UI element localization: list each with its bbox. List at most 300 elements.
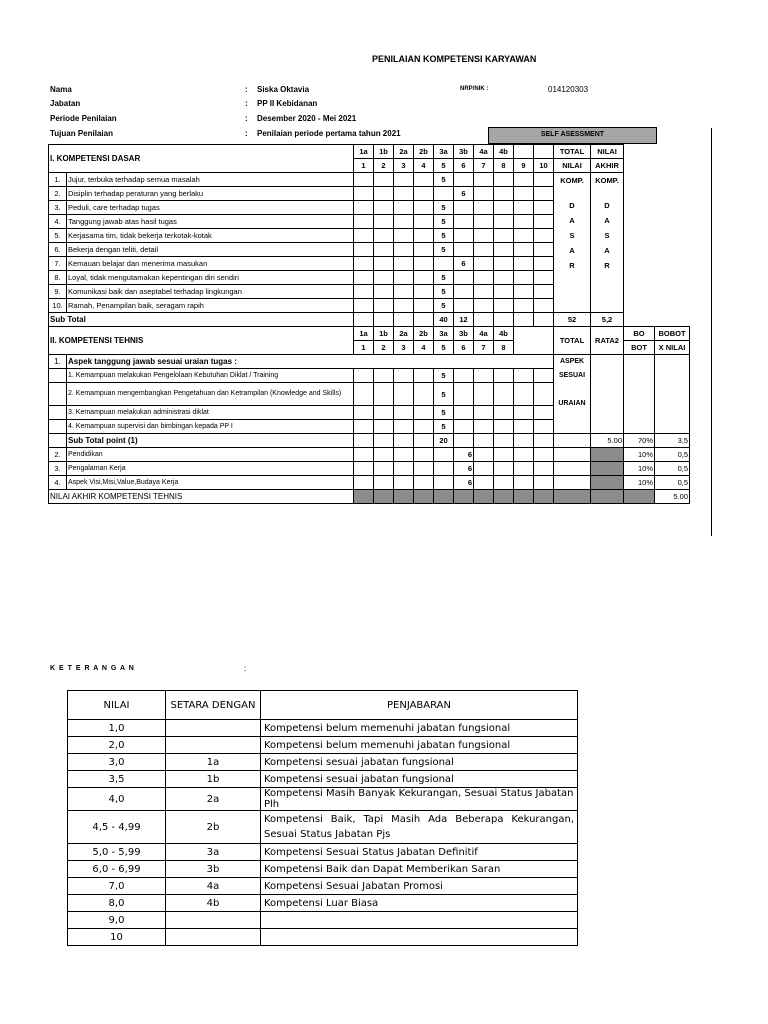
score-cell [414,229,434,243]
score-cell [394,383,414,406]
dasar-letter: D [604,201,610,210]
score-cell [514,173,534,187]
blank-cell [49,369,67,383]
score-cell [514,383,534,406]
score-cell [494,243,514,257]
tehnis-header: II. KOMPETENSI TEHNIS [49,327,354,355]
shaded-cell [394,490,414,504]
legend-nilai: 4,5 - 4,99 [68,811,166,844]
legend-nilai: 5,0 - 5,99 [68,844,166,861]
score-cell [414,448,434,462]
legend-row [68,737,578,754]
nilai-header: NILAI [554,159,591,173]
score-cell [474,448,494,462]
legend-nilai: 9,0 [68,912,166,929]
legend-setara: 3b [166,861,261,878]
legend-setara [166,737,261,754]
shaded-cell [554,490,591,504]
colon: : [245,114,248,123]
item-score: 6 [454,476,474,490]
score-cell [354,187,374,201]
score-cell [534,462,554,476]
tujuan-label: Tujuan Penilaian [50,129,113,138]
score-cell [494,406,514,420]
score-cell [494,285,514,299]
score-cell [394,243,414,257]
other-xnilai: 0,5 [655,462,690,476]
score-cell [414,243,434,257]
nama-label: Nama [50,85,72,94]
level-number: 8 [494,159,514,173]
legend-penjabaran: Kompetensi sesuai jabatan fungsional [261,754,578,771]
shaded-cell [434,490,454,504]
level-number: 9 [514,159,534,173]
page-title: PENILAIAN KOMPETENSI KARYAWAN [372,54,537,64]
score-cell [514,243,534,257]
score-cell [394,434,414,448]
dasar-letter: D [569,201,575,210]
score-cell [414,434,434,448]
score-cell [374,173,394,187]
level-code: 4b [494,145,514,159]
score-cell [474,215,494,229]
legend-nilai: 10 [68,929,166,946]
legend-nilai: 7,0 [68,878,166,895]
score-cell [454,201,474,215]
aspek-side-word: ASPEK [559,358,585,365]
score-cell [514,187,534,201]
item-text: Ramah, Penampilan baik, seragam rapih [67,299,354,313]
score-cell [494,313,514,327]
bot-header: BOT [624,341,655,355]
blank-cell [554,462,591,476]
score-cell [374,285,394,299]
item-number: 1. [49,173,67,187]
score-cell [474,420,494,434]
score-cell [474,476,494,490]
bo-header: BO [624,327,655,341]
score-cell [354,313,374,327]
legend-penjabaran: Kompetensi Baik, Tapi Masih Ada Beberapa Kekurangan, Sesuai Status Jabatan Pjs [261,811,578,844]
score-cell [534,187,554,201]
shaded-cell [591,476,624,490]
legend-penjabaran [261,929,578,946]
score-cell [514,229,534,243]
keterangan-label: K E T E R A N G A N [50,665,135,672]
aspek-title-row [49,355,690,369]
score-cell [474,243,494,257]
score-cell [374,257,394,271]
komp-label: KOMP. [595,176,619,185]
score-cell [474,406,494,420]
score-cell [394,271,414,285]
legend-penjabaran: Kompetensi Luar Biasa [261,895,578,912]
legend-penjabaran: Kompetensi Baik dan Dapat Memberikan Saran [261,861,578,878]
score-cell [374,462,394,476]
item-score: 5 [434,229,454,243]
legend-row [68,720,578,737]
score-cell [354,299,374,313]
nama-value: Siska Oktavia [257,85,310,94]
score-cell [354,271,374,285]
shaded-cell [474,490,494,504]
score-cell [534,173,554,187]
subtotal-rata: 5.00 [591,434,624,448]
score-cell [474,201,494,215]
score-cell [394,476,414,490]
nilai-akhir-komp [591,173,624,313]
score-cell [534,285,554,299]
colon: : [244,664,247,673]
item-number: 9. [49,285,67,299]
jabatan-label: Jabatan [50,99,81,108]
legend-nilai: 3,0 [68,754,166,771]
level-code: 4a [474,145,494,159]
score-cell [454,406,474,420]
score-cell [534,420,554,434]
level-number: 10 [534,159,554,173]
item-score: 5 [434,215,454,229]
aspek-side-label [554,355,591,434]
subtotal-3b: 12 [454,313,474,327]
score-cell [514,434,534,448]
other-bobot: 10% [624,476,655,490]
blank-cell [554,434,591,448]
dasar-letter: A [569,246,575,255]
legend-header-penjabaran: PENJABARAN [261,691,578,720]
score-cell [354,434,374,448]
score-cell [534,257,554,271]
score-cell [534,369,554,383]
item-text: Pendidikan [67,448,354,462]
score-cell [474,257,494,271]
item-score: 5 [434,369,454,383]
score-cell [534,313,554,327]
legend-row [68,861,578,878]
score-cell [414,476,434,490]
dasar-subtotal-row [49,313,690,327]
score-cell [454,383,474,406]
level-code: 3a [434,145,454,159]
item-number: 2. [49,448,67,462]
legend-row [68,771,578,788]
score-cell [394,448,414,462]
score-cell [534,243,554,257]
item-number: 3. [49,462,67,476]
score-cell [514,462,534,476]
score-cell [414,462,434,476]
score-cell [474,313,494,327]
item-number: 5. [49,229,67,243]
score-cell [434,448,454,462]
subtotal-total: 52 [554,313,591,327]
score-cell [474,383,494,406]
subtotal-label: Sub Total point (1) [67,434,354,448]
score-cell [354,369,374,383]
level-number: 3 [394,159,414,173]
shaded-cell [591,462,624,476]
score-cell [534,448,554,462]
score-cell [414,369,434,383]
score-cell [414,420,434,434]
tehnis-other-row [49,476,690,490]
legend-nilai: 3,5 [68,771,166,788]
score-cell [454,271,474,285]
item-score: 6 [454,448,474,462]
bobot-header: BOBOT [655,327,690,341]
score-cell [534,406,554,420]
nrp-label: NRP/NIK : [460,86,489,92]
score-cell [354,173,374,187]
score-cell [534,201,554,215]
item-text: Bekerja dengan teliti, detail [67,243,354,257]
score-cell [474,187,494,201]
level-number: 5 [434,341,454,355]
score-cell [374,476,394,490]
level-code: 2b [414,327,434,341]
legend-setara: 1a [166,754,261,771]
legend-row [68,929,578,946]
sub-item-text: 3. Kemampuan melakukan administrasi diklat [67,406,354,420]
item-number: 3. [49,201,67,215]
level-code: 2a [394,327,414,341]
jabatan-value: PP II Kebidanan [257,99,318,108]
score-cell [474,299,494,313]
final-label: NILAI AKHIR KOMPETENSI TEHNIS [49,490,354,504]
score-cell [374,187,394,201]
tehnis-header-row [49,327,690,341]
score-cell [374,420,394,434]
score-cell [414,313,434,327]
legend-penjabaran: Kompetensi Sesuai Status Jabatan Definitif [261,844,578,861]
score-cell [414,201,434,215]
legend-row [68,895,578,912]
self-assessment-header: SELF ASESSMENT [488,127,657,144]
level-code: 2b [414,145,434,159]
item-text: Komunikasi baik dan aseptabel terhadap lingkungan [67,285,354,299]
colon: : [245,129,248,138]
legend-row [68,811,578,844]
score-cell [374,369,394,383]
tehnis-other-row [49,462,690,476]
score-cell [374,243,394,257]
level-number: 7 [474,159,494,173]
periode-value: Desember 2020 - Mei 2021 [257,114,357,123]
blank-cell [49,434,67,448]
score-cell [414,271,434,285]
score-cell [494,187,514,201]
score-cell [354,285,374,299]
item-number: 10. [49,299,67,313]
item-text: Pengalaman Kerja [67,462,354,476]
score-cell [474,369,494,383]
legend-row [68,912,578,929]
item-number: 7. [49,257,67,271]
blank-cell [49,383,67,406]
item-text: Tanggung jawab atas hasil tugas [67,215,354,229]
dasar-letter: A [569,216,575,225]
score-cell [414,299,434,313]
score-cell [414,173,434,187]
dasar-header: I. KOMPETENSI DASAR [49,145,354,173]
level-number: 6 [454,159,474,173]
level-code: 4a [474,327,494,341]
score-cell [434,462,454,476]
score-cell [474,285,494,299]
score-cell [514,299,534,313]
level-code [514,145,534,159]
score-cell [394,369,414,383]
score-cell [374,434,394,448]
level-number: 1 [354,341,374,355]
shaded-cell [514,490,534,504]
score-cell [374,201,394,215]
score-cell [514,448,534,462]
dasar-item-row [49,173,690,187]
level-code: 3b [454,327,474,341]
tehnis-other-row [49,448,690,462]
score-cell [474,271,494,285]
dasar-header-row [49,145,690,159]
aspek-side-word: URAIAN [558,400,586,407]
score-cell [494,299,514,313]
score-cell [514,406,534,420]
score-cell [414,406,434,420]
score-cell [374,299,394,313]
score-cell [534,476,554,490]
score-cell [534,229,554,243]
dasar-letter: S [569,231,575,240]
score-cell [494,448,514,462]
score-cell [394,299,414,313]
item-number: 2. [49,187,67,201]
level-code: 1a [354,145,374,159]
legend-penjabaran: Kompetensi belum memenuhi jabatan fungsional [261,737,578,754]
score-cell [474,173,494,187]
score-cell [494,173,514,187]
score-cell [394,285,414,299]
score-cell [354,448,374,462]
other-xnilai: 0,5 [655,476,690,490]
level-number: 3 [394,341,414,355]
item-score: 5 [434,285,454,299]
item-score: 5 [434,383,454,406]
item-number: 4. [49,215,67,229]
level-code: 3b [454,145,474,159]
score-cell [454,215,474,229]
level-code [534,145,554,159]
item-score: 5 [434,299,454,313]
score-cell [374,383,394,406]
score-cell [394,215,414,229]
subtotal-label: Sub Total [49,313,354,327]
legend-nilai: 6,0 - 6,99 [68,861,166,878]
score-cell [514,420,534,434]
legend-table [67,690,578,946]
dasar-letter: S [604,231,610,240]
score-cell [414,257,434,271]
total-nilai-komp [554,173,591,313]
level-code: 1b [374,327,394,341]
item-number: 8. [49,271,67,285]
score-cell [514,257,534,271]
legend-setara: 1b [166,771,261,788]
score-cell [374,215,394,229]
legend-nilai: 1,0 [68,720,166,737]
dasar-letter: R [569,261,575,270]
sub-item-text: 2. Kemampuan mengembangkan Pengetahuan dan Ketrampilan (Knowledge and Skills) [67,383,354,406]
level-number: 6 [454,341,474,355]
level-number: 7 [474,341,494,355]
subtotal-bobot: 70% [624,434,655,448]
score-cell [354,406,374,420]
level-number: 4 [414,159,434,173]
akhir-header: AKHIR [591,159,624,173]
score-cell [354,201,374,215]
level-number: 5 [434,159,454,173]
nilai-akhir-header: NILAI [591,145,624,159]
legend-setara: 4b [166,895,261,912]
item-score: 5 [434,243,454,257]
legend-row [68,878,578,895]
score-cell [494,420,514,434]
score-cell [374,313,394,327]
dasar-letter: R [604,261,610,270]
score-cell [394,406,414,420]
legend-nilai: 8,0 [68,895,166,912]
shaded-cell [494,490,514,504]
item-score: 5 [434,173,454,187]
sub-item-text: 1. Kemampuan melakukan Pengelolaan Kebutuhan Diklat / Training [67,369,354,383]
item-number: 6. [49,243,67,257]
score-cell [434,476,454,490]
item-text: Loyal, tidak mengutamakan kepentingan diri sendiri [67,271,354,285]
colon: : [245,99,248,108]
shaded-cell [624,490,655,504]
score-cell [374,229,394,243]
aspek-number: 1. [49,355,67,369]
rata-cell [591,355,624,434]
legend-nilai: 2,0 [68,737,166,754]
score-cell [514,201,534,215]
score-cell [514,215,534,229]
level-code: 4b [494,327,514,341]
competency-table [48,144,690,504]
dasar-letter: A [604,216,610,225]
score-cell [354,229,374,243]
score-cell [454,299,474,313]
score-cell [394,257,414,271]
legend-header-nilai: NILAI [68,691,166,720]
shaded-cell [414,490,434,504]
score-cell [394,187,414,201]
legend-nilai: 4,0 [68,788,166,811]
legend-setara: 4a [166,878,261,895]
score-cell [494,201,514,215]
score-cell [534,271,554,285]
legend-setara: 2b [166,811,261,844]
level-number: 8 [494,341,514,355]
nrp-value: 014120303 [548,85,589,94]
score-cell [374,448,394,462]
level-code: 2a [394,145,414,159]
periode-label: Periode Penilaian [50,114,117,123]
score-cell [354,476,374,490]
item-score: 5 [434,271,454,285]
legend-setara [166,912,261,929]
tehnis-subtotal-row [49,434,690,448]
rata-header: RATA2 [591,327,624,355]
